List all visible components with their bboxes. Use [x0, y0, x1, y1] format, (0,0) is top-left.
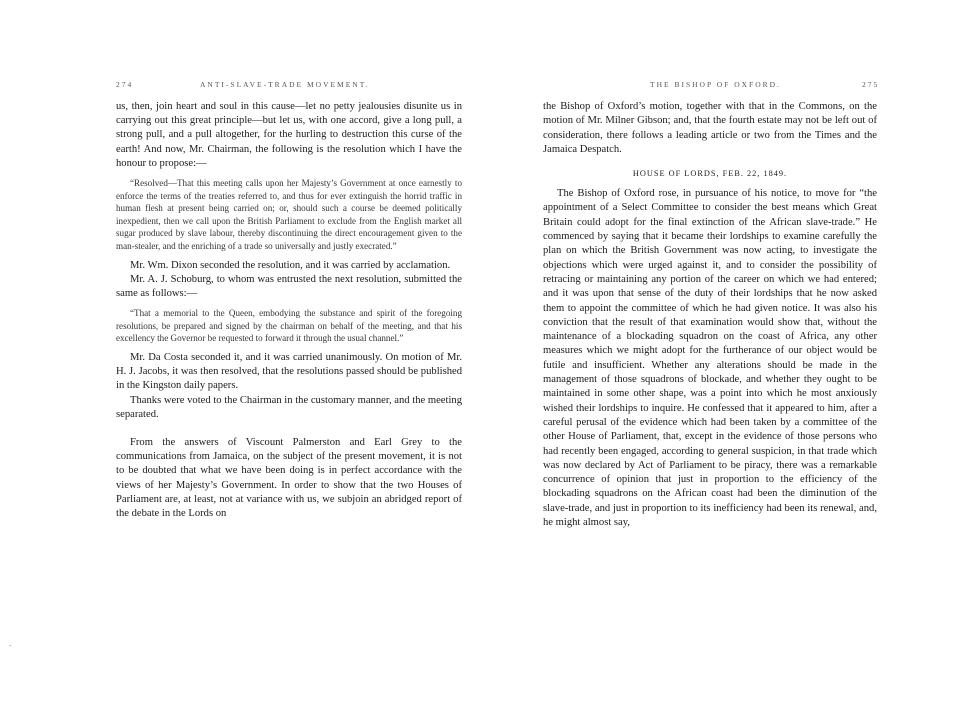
- left-running-head: ANTI-SLAVE-TRADE MOVEMENT.: [200, 80, 370, 89]
- margin-mark: .: [9, 638, 12, 648]
- paragraph: us, then, join heart and soul in this cause—let no petty jealousies disunite us in carrying out this great principle—but let us, with one accord, give a long pull, a strong pull, and a pull altogether, for the hurling to destruction this curse of the earth! And now, Mr. Chairman, the following is the resolution which I have the honour to propose:—: [116, 101, 462, 169]
- right-page-number: 275: [862, 80, 880, 89]
- paragraph: Mr. Da Costa seconded it, and it was carried unanimously. On motion of Mr. H. J. Jacobs, it was then resolved, that the resolutions passed should be published in the Kingston daily papers.: [116, 351, 462, 392]
- right-running-head: THE BISHOP OF OXFORD.: [650, 80, 781, 89]
- left-page-number: 274: [116, 80, 134, 89]
- left-page: [116, 100, 462, 521]
- paragraph: Thanks were voted to the Chairman in the customary manner, and the meeting separated.: [116, 394, 462, 420]
- paragraph: Mr. Wm. Dixon seconded the resolution, and it was carried by acclamation.: [130, 259, 451, 271]
- intro-paragraph: the Bishop of Oxford’s motion, together with that in the Commons, on the motion of Mr. Milner Gibson; and, that the fourth estate may not be left out of consideration, there follows a leading article or two from the Times and the Jamaica Despatch.: [543, 101, 877, 155]
- paragraph: Mr. A. J. Schoburg, to whom was entrusted the next resolution, submitted the same as follows:—: [116, 273, 462, 299]
- resolution-quote: “Resolved—That this meeting calls upon her Majesty’s Government at once earnestly to enforce the terms of the treaties referred to, and thus for ever extinguish the horrid traffic in human flesh at present being carried on; or, should such a course be deemed politically inexpedient, then we call upon the British Parliament to exclude from the English market all sugar produced by slave labour, thereby discontinuing the direct encouragement given to the man-stealer, and the enriching of a trade so universally and justly execrated.”: [116, 178, 462, 251]
- body-paragraph: The Bishop of Oxford rose, in pursuance of his notice, to move for “the appointment of a Select Committee to consider the best means which Great Britain could adopt for the final extinction of the African slave-trade.” He commenced by saying that it became their lordships to examine carefully the plan on which the British Government was now acting, to investigate the objections which were urged against it, and to consider the possibility of retracing or maintaining any portion of the career on which we had entered; and it was upon that sense of the duty of their lordships that he now asked them to appoint the committee of which he had given notice. It was also his conviction that the result of that examination would show that, without the maintenance of a blockading squadron on the coast of Africa, any other measures which we might adopt for the furtherance of our object would be futile and insufficient. Whether any alterations should be made in the management of those squadrons of blockade, and whether they ought to be maintained in some other shape, was a point into which he most anxiously wished their lordships to inquire. He confessed that it appeared to him, after a careful perusal of the evidence which had been taken by a committee of the other House of Parliament, that, except in the evidence of those persons who had recently been engaged, according to general suspicion, in that trade which was now declared by Act of Parliament to be piracy, there was a remarkable concurrence of opinion that just in proportion to the efficiency of the blockading squadrons on the African coast had been the diminution of the slave-trade, and just in proportion to its inefficiency had been its renewal, and, he might almost say,: [543, 188, 877, 529]
- memorial-quote: “That a memorial to the Queen, embodying the substance and spirit of the foregoing resolutions, be prepared and signed by the chairman on behalf of the meeting, and that his excellency the Governor be requested to forward it through the usual channel.”: [116, 308, 462, 344]
- right-page: [543, 100, 877, 530]
- paragraph: From the answers of Viscount Palmerston and Earl Grey to the communications from Jamaica, on the subject of the present movement, it is not to be doubted that what we have been doing is in perfect accordance with the views of her Majesty’s Government. In order to show that the two Houses of Parliament are, at least, not at variance with us, we subjoin an abridged report of the debate in the Lords on: [116, 436, 462, 519]
- section-heading: HOUSE OF LORDS, FEB. 22, 1849.: [632, 169, 788, 179]
